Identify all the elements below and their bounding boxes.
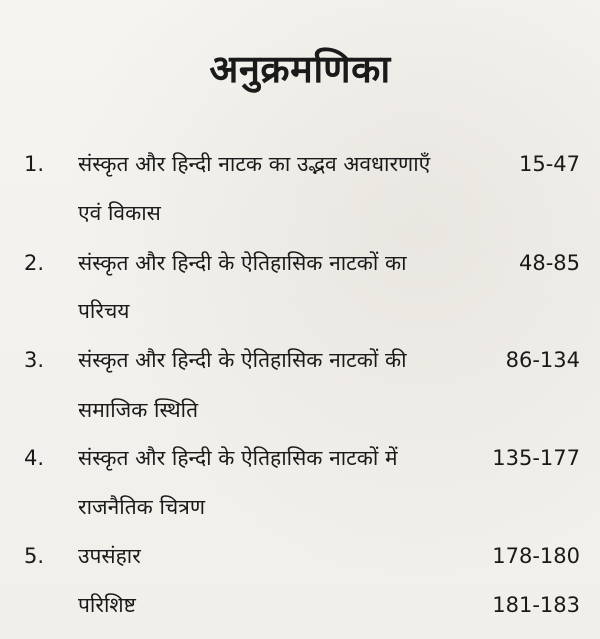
entry-5-title-line1: उपसंहार xyxy=(78,544,141,568)
entry-1-number: 1. xyxy=(24,152,45,176)
entry-4-number: 4. xyxy=(24,446,45,470)
entry-4-pages: 135-177 xyxy=(492,446,580,470)
entry-3-pages: 86-134 xyxy=(505,348,580,372)
entry-3-title-line1: संस्कृत और हिन्दी के ऐतिहासिक नाटकों की xyxy=(78,348,407,372)
entry-3-title-line2: समाजिक स्थिति xyxy=(78,398,199,422)
entry-5-pages: 178-180 xyxy=(492,544,580,568)
appendix-pages: 181-183 xyxy=(492,593,580,617)
entry-1-pages: 15-47 xyxy=(518,152,580,176)
entry-1-title-line1: संस्कृत और हिन्दी नाटक का उद्भव अवधारणाएँ xyxy=(78,152,431,176)
page-title: अनुक्रमणिका xyxy=(209,47,391,91)
entry-1-title-line2: एवं विकास xyxy=(78,201,161,225)
entry-2-number: 2. xyxy=(24,251,45,275)
entry-3-number: 3. xyxy=(24,348,45,372)
entry-5-number: 5. xyxy=(24,544,45,568)
entry-2-title-line1: संस्कृत और हिन्दी के ऐतिहासिक नाटकों का xyxy=(78,251,407,275)
appendix-title: परिशिष्ट xyxy=(78,593,136,617)
entry-2-title-line2: परिचय xyxy=(78,299,130,323)
entry-4-title-line1: संस्कृत और हिन्दी के ऐतिहासिक नाटकों में xyxy=(78,446,398,470)
entry-4-title-line2: राजनैतिक चित्रण xyxy=(78,495,206,519)
entry-2-pages: 48-85 xyxy=(518,251,580,275)
